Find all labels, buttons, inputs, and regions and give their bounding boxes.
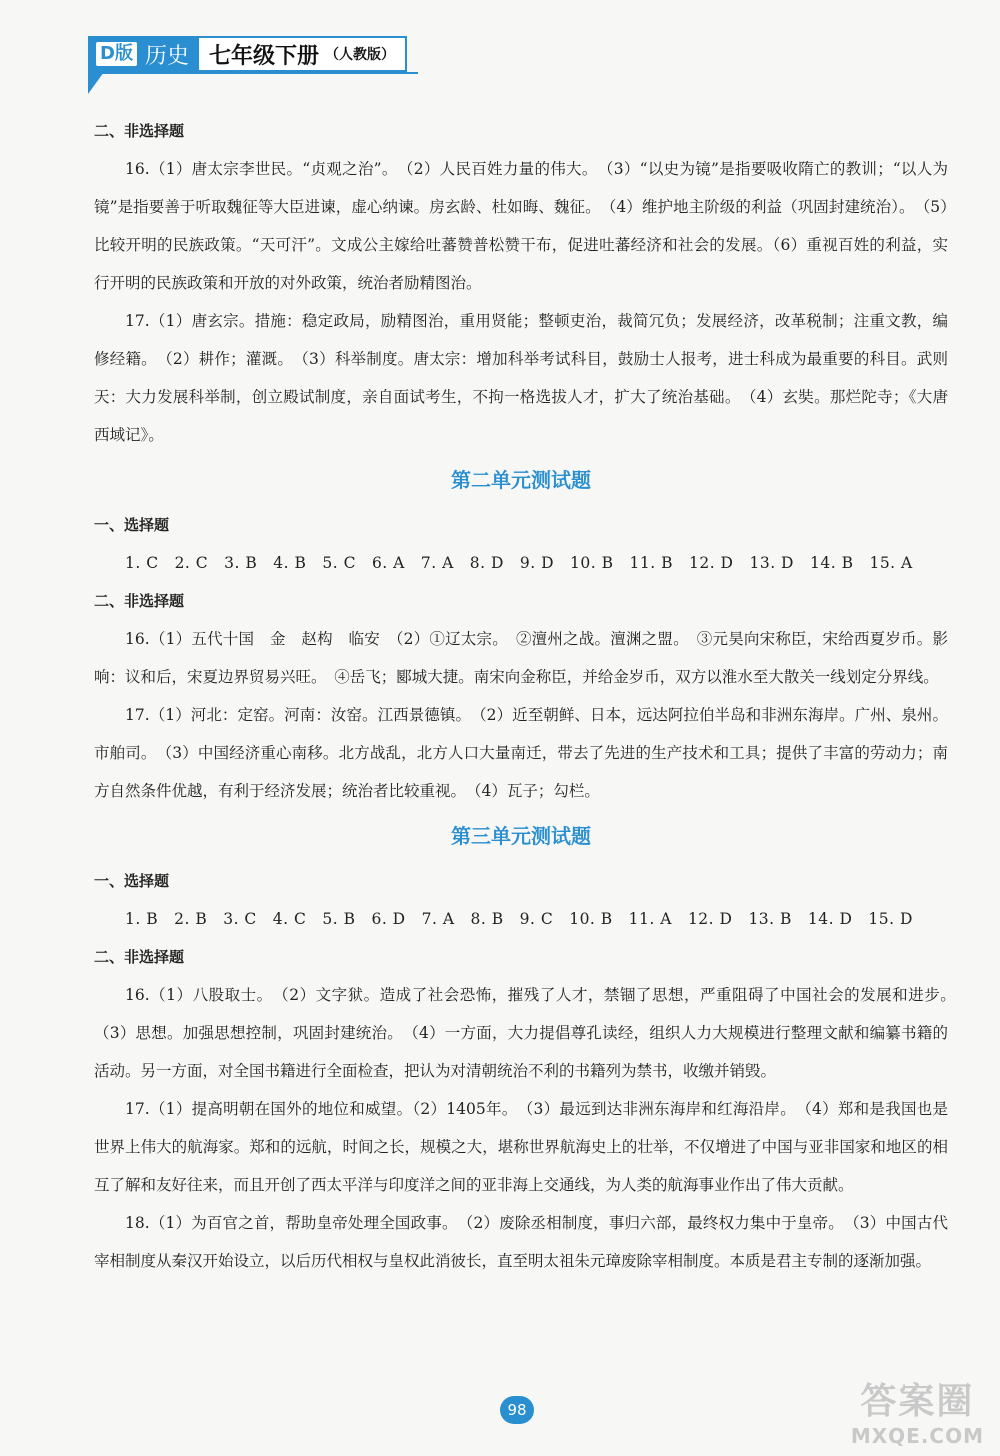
grade-label-box [199, 36, 407, 72]
edition-badge [88, 36, 199, 72]
answer-paragraph: 16.（1）唐太宗李世民。“贞观之治”。 （2）人民百姓力量的伟大。 （3）“以史为镜”是指要吸收隋亡的教训；“以人为镜”是指要善于听取魏征等大臣进谏，虚心纳谏。房玄龄、杜如晦、魏征。 （4）维护地主阶级的利益（巩固封建统治）。 （5）比较开明的民族政策。“天可汗”。文成公主嫁给吐蕃赞普松赞干布，促进吐蕃经济和社会的发展。（6）重视百姓的利益，实行开明的民族政策和开放的对外政策，统治者励精图治。 [94, 160, 948, 292]
section-heading: 二、非选择题 [94, 122, 185, 140]
answer-paragraph: 17.（1）河北：定窑。河南：汝窑。江西景德镇。 （2）近至朝鲜、日本，远达阿拉伯半岛和非洲东海岸。广州、泉州。市舶司。 （3）中国经济重心南移。北方战乱，北方人口大量南迁，带去了先进的生产技术和工具；提供了丰富的劳动力；南方自然条件优越，有利于经济发展；统治者比较重视。 （4）瓦子；勾栏。 [94, 706, 948, 800]
header-underline [88, 72, 418, 74]
edition-label: （人教版） [324, 47, 395, 63]
section-heading: 二、非选择题 [94, 592, 185, 610]
section-heading: 一、选择题 [94, 516, 170, 534]
choice-answers: 1. B 2. B 3. C 4. C 5. B 6. D 7. A 8. B 9. C 10. B 11. A 12. D 13. B 14. D 15. D [125, 910, 913, 928]
header-corner-decoration [88, 72, 104, 94]
subject-label: 历史 [144, 43, 189, 69]
watermark-text: 答案圈 [860, 1381, 975, 1422]
choice-answers: 1. C 2. C 3. B 4. B 5. C 6. A 7. A 8. D 9. D 10. B 11. B 12. D 13. D 14. B 15. A [125, 554, 913, 572]
badge-letter: D版 [96, 42, 137, 66]
grade-label: 七年级下册 [208, 42, 319, 69]
page-header [88, 36, 407, 72]
answer-paragraph: 16.（1）五代十国 金 赵构 临安 （2）①辽太宗。 ②澶州之战。澶渊之盟。 ③元昊向宋称臣，宋给西夏岁币。影响：议和后，宋夏边界贸易兴旺。 ④岳飞；郾城大捷。南宋向金称臣，并给金岁币，双方以淮水至大散关一线划定分界线。 [94, 630, 948, 686]
answer-paragraph: 17.（1）提高明朝在国外的地位和威望。（2）1405年。 （3）最远到达非洲东海岸和红海沿岸。 （4）郑和是我国也是世界上伟大的航海家。郑和的远航，时间之长，规模之大，堪称世界航海史上的壮举，不仅增进了中国与亚非国家和地区的相互了解和友好往来，而且开创了西太平洋与印度洋之间的亚非海上交通线，为人类的航海事业作出了伟大贡献。 [94, 1100, 948, 1194]
section-heading: 二、非选择题 [94, 948, 185, 966]
answer-paragraph: 16.（1）八股取士。 （2）文字狱。造成了社会恐怖，摧残了人才，禁锢了思想，严重阻碍了中国社会的发展和进步。 （3）思想。加强思想控制，巩固封建统治。 （4）一方面，大力提倡尊孔读经，组织人力大规模进行整理文献和编纂书籍的活动。另一方面，对全国书籍进行全面检查，把认为对清朝统治不利的书籍列为禁书，收缴并销毁。 [94, 986, 964, 1080]
section-heading: 一、选择题 [94, 872, 170, 890]
answer-content [94, 112, 964, 1280]
watermark-url: MXQE.COM [850, 1424, 984, 1448]
unit-title: 第二单元测试题 [451, 468, 591, 492]
unit-title: 第三单元测试题 [451, 824, 591, 848]
answer-paragraph: 18.（1）为百官之首，帮助皇帝处理全国政事。 （2）废除丞相制度，事归六部，最终权力集中于皇帝。 （3）中国古代宰相制度从秦汉开始设立，以后历代相权与皇权此消彼长，直至明太祖朱元璋废除宰相制度。本质是君主专制的逐渐加强。 [94, 1214, 948, 1270]
answer-paragraph: 17.（1）唐玄宗。措施：稳定政局，励精图治，重用贤能；整顿吏治，裁简冗负；发展经济，改革税制；注重文教，编修经籍。 （2）耕作；灌溉。 （3）科举制度。唐太宗：增加科举考试科目，鼓励士人报考，进士科成为最重要的科目。武则天：大力发展科举制，创立殿试制度，亲自面试考生，不拘一格选拔人才，扩大了统治基础。 （4）玄奘。那烂陀寺；《大唐西域记》。 [94, 312, 948, 444]
page-number: 98 [500, 1396, 534, 1424]
watermark-logo [851, 1373, 984, 1448]
